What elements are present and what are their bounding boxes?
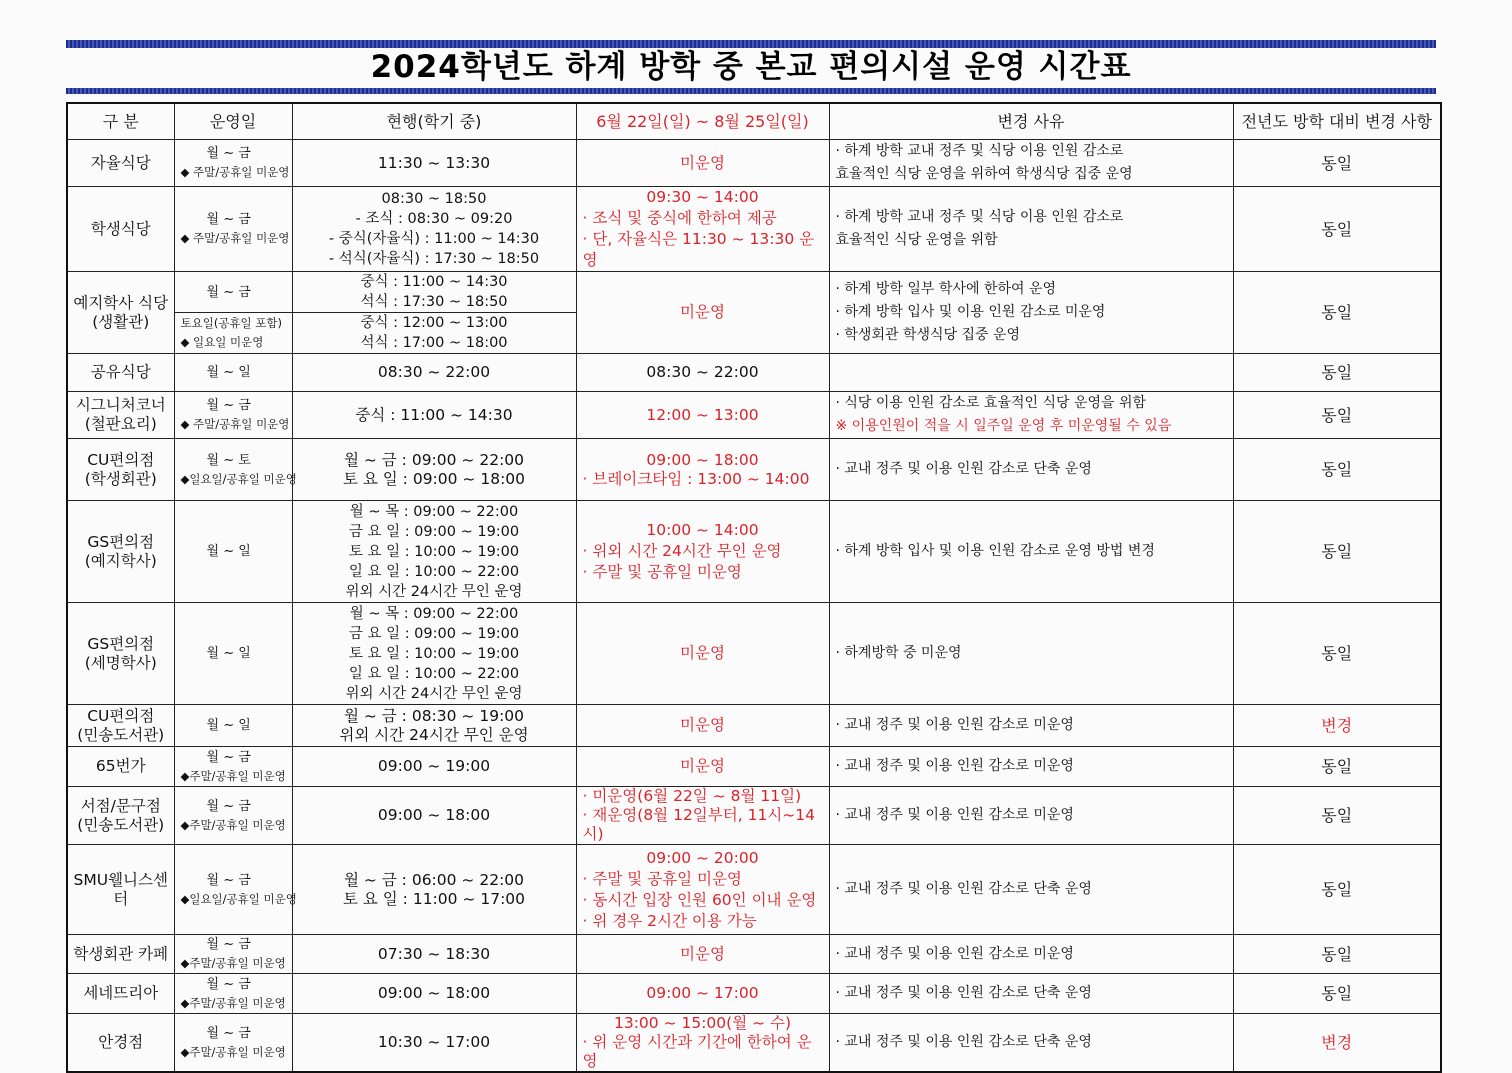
- operating-days-main: 월 ~ 금: [206, 872, 251, 888]
- header-summer: 6월 22일(일) ~ 8월 25일(일): [576, 103, 829, 140]
- current-hours-line: 09:00 ~ 19:00: [377, 757, 491, 775]
- current-hours-line: 월 ~ 목 : 09:00 ~ 22:00: [349, 605, 519, 622]
- compare-status: 동일: [1233, 845, 1441, 935]
- operating-days-main: 월 ~ 금: [206, 398, 251, 413]
- change-reason: [829, 935, 1233, 974]
- current-hours-line: 10:30 ~ 17:00: [377, 1033, 491, 1051]
- current-hours-line: 월 ~ 금 : 06:00 ~ 22:00: [343, 870, 525, 889]
- summer-hours: [576, 705, 829, 747]
- current-hours-line: 09:00 ~ 18:00: [377, 984, 491, 1002]
- change-reason-line: · 교내 정주 및 이용 인원 감소로 미운영: [835, 945, 1074, 962]
- page-title: 2024학년도 하계 방학 중 본교 편의시설 운영 시간표: [370, 49, 1132, 85]
- operating-days-note: ◆ 일요일 미운영: [180, 335, 264, 349]
- current-hours-line: - 조식 : 08:30 ~ 09:20: [355, 211, 513, 227]
- current-hours-line: 위외 시간 24시간 무인 운영: [345, 583, 523, 600]
- facility-name-line: (세명학사): [84, 653, 157, 672]
- facility-name: [67, 845, 174, 935]
- summer-hours: [576, 354, 829, 392]
- header-row: [67, 103, 1441, 140]
- summer-hours-line: 10:00 ~ 14:00: [646, 521, 759, 539]
- summer-hours-line: · 위외 시간 24시간 무인 운영: [582, 542, 782, 560]
- facility-name: [67, 787, 174, 845]
- summer-hours-line: · 브레이크타임 : 13:00 ~ 14:00: [582, 469, 810, 488]
- current-hours: [292, 747, 576, 787]
- current-hours-line: 일 요 일 : 10:00 ~ 22:00: [348, 665, 520, 682]
- table-row: [67, 272, 1441, 313]
- summer-hours-line: 미운영: [680, 757, 725, 775]
- operating-days: [174, 187, 292, 272]
- operating-days-main: 월 ~ 금: [206, 798, 251, 814]
- table-row: [67, 392, 1441, 439]
- facility-name-line: SMU웰니스센터: [73, 870, 168, 908]
- operating-days-weekend: [174, 313, 292, 354]
- operating-days-note: ◆ 주말/공휴일 미운영: [180, 165, 290, 179]
- summer-hours-line: · 재운영(8월 12일부터, 11시~14시): [582, 806, 815, 843]
- current-hours: [292, 501, 576, 603]
- facility-name-line: 65번가: [95, 757, 146, 775]
- change-reason: [829, 439, 1233, 501]
- table-row: [67, 354, 1441, 392]
- operating-days: [174, 140, 292, 187]
- current-hours-line: 중식 : 11:00 ~ 14:30: [360, 274, 508, 290]
- current-hours-weekend: [292, 313, 576, 354]
- table-row: [67, 747, 1441, 787]
- facility-name-line: 자율식당: [90, 153, 151, 172]
- operating-days-note: ◆주말/공휴일 미운영: [180, 817, 286, 832]
- change-reason-line: · 교내 정주 및 이용 인원 감소로 미운영: [835, 758, 1074, 774]
- summer-hours-line: 08:30 ~ 22:00: [646, 363, 759, 381]
- facility-name: [67, 439, 174, 501]
- change-reason: [829, 603, 1233, 705]
- current-hours-line: 위외 시간 24시간 무인 운영: [345, 685, 523, 702]
- current-hours-line: 금 요 일 : 09:00 ~ 19:00: [348, 625, 520, 642]
- operating-days: [174, 603, 292, 705]
- table-row: [67, 935, 1441, 974]
- operating-days-main: 월 ~ 금: [206, 284, 251, 300]
- operating-days-main: 월 ~ 일: [206, 544, 251, 559]
- facility-name: [67, 974, 174, 1014]
- compare-status: 동일: [1233, 392, 1441, 439]
- compare-status: 동일: [1233, 187, 1441, 272]
- compare-status: 동일: [1233, 935, 1441, 974]
- facility-name: [67, 187, 174, 272]
- change-reason-line: 효율적인 식당 운영을 위함: [835, 232, 998, 248]
- current-hours: [292, 392, 576, 439]
- table-row: [67, 439, 1441, 501]
- summer-hours-line: 미운영: [680, 303, 725, 321]
- current-hours: [292, 845, 576, 935]
- summer-hours-line: 미운영: [680, 644, 725, 662]
- facility-name: [67, 272, 174, 354]
- facility-name: [67, 935, 174, 974]
- header-reason: 변경 사유: [829, 103, 1233, 140]
- facility-name-line: 안경점: [98, 1033, 144, 1051]
- operating-days: [174, 705, 292, 747]
- summer-hours-line: 09:00 ~ 17:00: [646, 984, 759, 1002]
- current-hours-line: 토 요 일 : 10:00 ~ 19:00: [348, 543, 520, 560]
- operating-days: [174, 272, 292, 313]
- header-current: 현행(학기 중): [292, 103, 576, 140]
- change-reason-line: 효율적인 식당 운영을 위하여 학생식당 집중 운영: [835, 166, 1133, 182]
- operating-days-weekend-label: 토요일(공휴일 포함): [180, 316, 282, 330]
- title-bar-bottom: [66, 88, 1436, 94]
- operating-days-main: 월 ~ 일: [206, 646, 251, 661]
- table-row: [67, 140, 1441, 187]
- operating-days-note: ◆주말/공휴일 미운영: [180, 1044, 286, 1059]
- change-reason-line: · 교내 정주 및 이용 인원 감소로 미운영: [835, 807, 1074, 823]
- current-hours: [292, 974, 576, 1014]
- current-hours-line: 토 요 일 : 09:00 ~ 18:00: [342, 469, 526, 488]
- operating-days: [174, 501, 292, 603]
- facility-name: [67, 747, 174, 787]
- compare-status: 동일: [1233, 501, 1441, 603]
- change-reason: [829, 974, 1233, 1014]
- facility-name-line: CU편의점: [87, 706, 155, 725]
- facility-name-line: 학생회관 카페: [73, 944, 169, 963]
- change-reason: [829, 140, 1233, 187]
- table-row: [67, 603, 1441, 705]
- summer-hours-line: · 주말 및 공휴일 미운영: [582, 869, 742, 888]
- facility-name-line: (민송도서관): [77, 815, 165, 834]
- compare-status: 동일: [1233, 354, 1441, 392]
- change-reason: [829, 392, 1233, 439]
- summer-hours: [576, 392, 829, 439]
- compare-status: 동일: [1233, 787, 1441, 845]
- summer-hours-line: · 위 경우 2시간 이용 가능: [582, 911, 757, 930]
- change-reason-line: · 하계 방학 교내 정주 및 식당 이용 인원 감소로: [835, 209, 1124, 225]
- summer-hours: [576, 272, 829, 354]
- table-row: [67, 974, 1441, 1014]
- table-row: [67, 787, 1441, 845]
- change-reason: [829, 845, 1233, 935]
- change-reason-line: · 교내 정주 및 이용 인원 감소로 미운영: [835, 717, 1074, 733]
- facility-name-line: 공유식당: [90, 363, 151, 381]
- summer-hours: [576, 935, 829, 974]
- change-reason-line: · 교내 정주 및 이용 인원 감소로 단축 운영: [835, 881, 1092, 897]
- summer-hours: [576, 974, 829, 1014]
- compare-status: 동일: [1233, 140, 1441, 187]
- operating-days-main: 월 ~ 금: [206, 937, 251, 952]
- summer-hours: [576, 501, 829, 603]
- operating-days-note: ◆주말/공휴일 미운영: [180, 995, 286, 1010]
- table-row: [67, 501, 1441, 603]
- current-hours-line: - 석식(자율식) : 17:30 ~ 18:50: [328, 251, 540, 267]
- operating-days-main: 월 ~ 일: [206, 365, 251, 380]
- operating-days: [174, 935, 292, 974]
- current-hours-line: 08:30 ~ 22:00: [377, 363, 491, 381]
- facility-name-line: (민송도서관): [77, 725, 165, 744]
- change-reason-line: · 하계 방학 입사 및 이용 인원 감소로 미운영: [835, 304, 1106, 320]
- current-hours-line: 위외 시간 24시간 무인 운영: [339, 725, 529, 744]
- compare-status: 동일: [1233, 603, 1441, 705]
- summer-hours-line: · 미운영(6월 22일 ~ 8월 11일): [582, 787, 802, 805]
- current-hours-line: - 중식(자율식) : 11:00 ~ 14:30: [328, 231, 540, 247]
- summer-hours-line: · 위 운영 시간과 기간에 한하여 운영: [582, 1033, 812, 1070]
- current-hours: [292, 187, 576, 272]
- facility-name-line: (철판요리): [84, 415, 157, 433]
- operating-days-main: 월 ~ 금: [206, 1025, 251, 1041]
- table-body: [67, 140, 1441, 1073]
- summer-hours-line: 12:00 ~ 13:00: [646, 405, 759, 424]
- summer-hours-line: 13:00 ~ 15:00(월 ~ 수): [613, 1014, 792, 1032]
- change-reason: [829, 187, 1233, 272]
- facility-name-line: 학생식당: [90, 219, 151, 238]
- operating-days-note: ◆주말/공휴일 미운영: [180, 768, 286, 783]
- operating-days-main: 월 ~ 금: [206, 749, 251, 765]
- current-hours-line: 07:30 ~ 18:30: [377, 944, 491, 963]
- summer-hours: [576, 439, 829, 501]
- facility-name: [67, 354, 174, 392]
- operating-days: [174, 787, 292, 845]
- summer-hours-line: 09:00 ~ 20:00: [646, 848, 759, 867]
- facility-name-line: GS편의점: [87, 634, 155, 653]
- facility-name-line: 시그니처코너: [75, 396, 166, 414]
- table-row: [67, 187, 1441, 272]
- current-hours: [292, 603, 576, 705]
- facility-name-line: (예지학사): [84, 551, 157, 570]
- summer-hours-line: · 단, 자율식은 11:30 ~ 13:30 운영: [582, 230, 815, 269]
- facility-name: [67, 392, 174, 439]
- current-hours-line: 일 요 일 : 10:00 ~ 22:00: [348, 563, 520, 580]
- schedule-table: [66, 102, 1442, 1073]
- current-hours-line: 토 요 일 : 11:00 ~ 17:00: [342, 889, 526, 908]
- compare-status: 동일: [1233, 974, 1441, 1014]
- facility-name-line: 서점/문구점: [80, 796, 161, 815]
- facility-name: [67, 705, 174, 747]
- current-hours: [292, 935, 576, 974]
- current-hours-line: 월 ~ 금 : 09:00 ~ 22:00: [343, 450, 525, 469]
- change-reason-note-line: ※ 이용인원이 적을 시 일주일 운영 후 미운영될 수 있음: [835, 418, 1172, 434]
- operating-days: [174, 354, 292, 392]
- current-hours: [292, 272, 576, 313]
- change-reason-line: · 하계 방학 일부 학사에 한하여 운영: [835, 281, 1056, 297]
- change-reason: [829, 354, 1233, 392]
- table-row: [67, 705, 1441, 747]
- table-row: [67, 845, 1441, 935]
- summer-hours-line: · 동시간 입장 인원 60인 이내 운영: [582, 890, 817, 909]
- compare-status: 변경: [1233, 705, 1441, 747]
- operating-days-main: 월 ~ 토: [206, 452, 251, 468]
- change-reason: [829, 501, 1233, 603]
- current-hours-line: 석식 : 17:30 ~ 18:50: [360, 294, 508, 310]
- operating-days-main: 월 ~ 금: [206, 146, 251, 161]
- facility-name: [67, 501, 174, 603]
- summer-hours: [576, 187, 829, 272]
- change-reason: [829, 747, 1233, 787]
- change-reason-line: · 교내 정주 및 이용 인원 감소로 단축 운영: [835, 1034, 1092, 1050]
- compare-status: 동일: [1233, 747, 1441, 787]
- current-hours: [292, 140, 576, 187]
- facility-name-line: 예지학사 식당: [73, 293, 169, 312]
- compare-status: 동일: [1233, 272, 1441, 354]
- facility-name-line: (학생회관): [84, 469, 157, 488]
- operating-days: [174, 845, 297, 935]
- summer-hours-line: · 조식 및 중식에 한하여 제공: [582, 209, 777, 227]
- change-reason-line: · 하계 방학 교내 정주 및 식당 이용 인원 감소로: [835, 143, 1124, 159]
- current-hours-line: 09:00 ~ 18:00: [377, 806, 491, 824]
- summer-hours: [576, 845, 829, 935]
- summer-hours-line: 미운영: [680, 716, 725, 734]
- operating-days-main: 월 ~ 금: [206, 212, 251, 227]
- current-hours: [292, 354, 576, 392]
- facility-name-line: (생활관): [92, 312, 150, 331]
- change-reason-line: · 교내 정주 및 이용 인원 감소로 단축 운영: [835, 461, 1092, 477]
- change-reason: [829, 272, 1233, 354]
- facility-name: [67, 140, 174, 187]
- facility-name: [67, 603, 174, 705]
- current-hours-line: 토 요 일 : 10:00 ~ 19:00: [348, 645, 520, 662]
- change-reason-line: · 하계 방학 입사 및 이용 인원 감소로 운영 방법 변경: [835, 543, 1155, 559]
- operating-days-main: 월 ~ 일: [206, 718, 251, 733]
- operating-days-note: ◆ 주말/공휴일 미운영: [180, 231, 290, 245]
- summer-hours: [576, 747, 829, 787]
- change-reason-line: · 식당 이용 인원 감소로 효율적인 식당 운영을 위함: [835, 395, 1147, 411]
- summer-hours-line: 09:30 ~ 14:00: [646, 188, 759, 206]
- summer-hours: [576, 787, 829, 845]
- header-compare: 전년도 방학 대비 변경 사항: [1233, 103, 1441, 140]
- operating-days-note: ◆주말/공휴일 미운영: [180, 956, 286, 970]
- facility-name-line: GS편의점: [87, 532, 155, 551]
- operating-days: [174, 439, 297, 501]
- operating-days: [174, 974, 292, 1014]
- current-hours: [292, 705, 576, 747]
- current-hours-line: 월 ~ 금 : 08:30 ~ 19:00: [343, 706, 525, 725]
- current-hours-line: 08:30 ~ 18:50: [381, 191, 487, 207]
- facility-name-line: CU편의점: [87, 450, 155, 469]
- summer-hours: [576, 603, 829, 705]
- operating-days: [174, 747, 292, 787]
- operating-days: [174, 392, 292, 439]
- header-days: 운영일: [174, 103, 292, 140]
- summer-hours-line: 미운영: [680, 153, 725, 172]
- change-reason: [829, 705, 1233, 747]
- current-hours-line: 중식 : 11:00 ~ 14:30: [355, 405, 513, 424]
- operating-days-main: 월 ~ 금: [206, 976, 251, 992]
- current-hours-line: 월 ~ 목 : 09:00 ~ 22:00: [349, 503, 519, 520]
- current-hours: [292, 787, 576, 845]
- facility-name-line: 세네뜨리아: [83, 984, 159, 1002]
- current-hours-line: 금 요 일 : 09:00 ~ 19:00: [348, 523, 520, 540]
- current-hours-weekend-line: 석식 : 17:00 ~ 18:00: [360, 335, 508, 351]
- change-reason: [829, 787, 1233, 845]
- current-hours-weekend-line: 중식 : 12:00 ~ 13:00: [360, 315, 508, 331]
- compare-status: 동일: [1233, 439, 1441, 501]
- change-reason-line: · 교내 정주 및 이용 인원 감소로 단축 운영: [835, 985, 1092, 1001]
- operating-days-note: ◆ 주말/공휴일 미운영: [180, 417, 290, 431]
- compare-status: 변경: [1233, 1014, 1441, 1073]
- summer-hours-line: · 주말 및 공휴일 미운영: [582, 563, 742, 581]
- summer-hours-line: 09:00 ~ 18:00: [646, 450, 759, 469]
- operating-days-note: ◆일요일/공휴일 미운영: [180, 471, 297, 486]
- header-category: 구 분: [67, 103, 174, 140]
- change-reason-line: · 학생회관 학생식당 집중 운영: [835, 327, 1021, 343]
- change-reason-line: · 하계방학 중 미운영: [835, 645, 962, 661]
- summer-hours-line: 미운영: [680, 944, 725, 963]
- current-hours: [292, 439, 576, 501]
- operating-days-note: ◆일요일/공휴일 미운영: [180, 891, 297, 906]
- current-hours-line: 11:30 ~ 13:30: [377, 153, 491, 172]
- summer-hours: [576, 140, 829, 187]
